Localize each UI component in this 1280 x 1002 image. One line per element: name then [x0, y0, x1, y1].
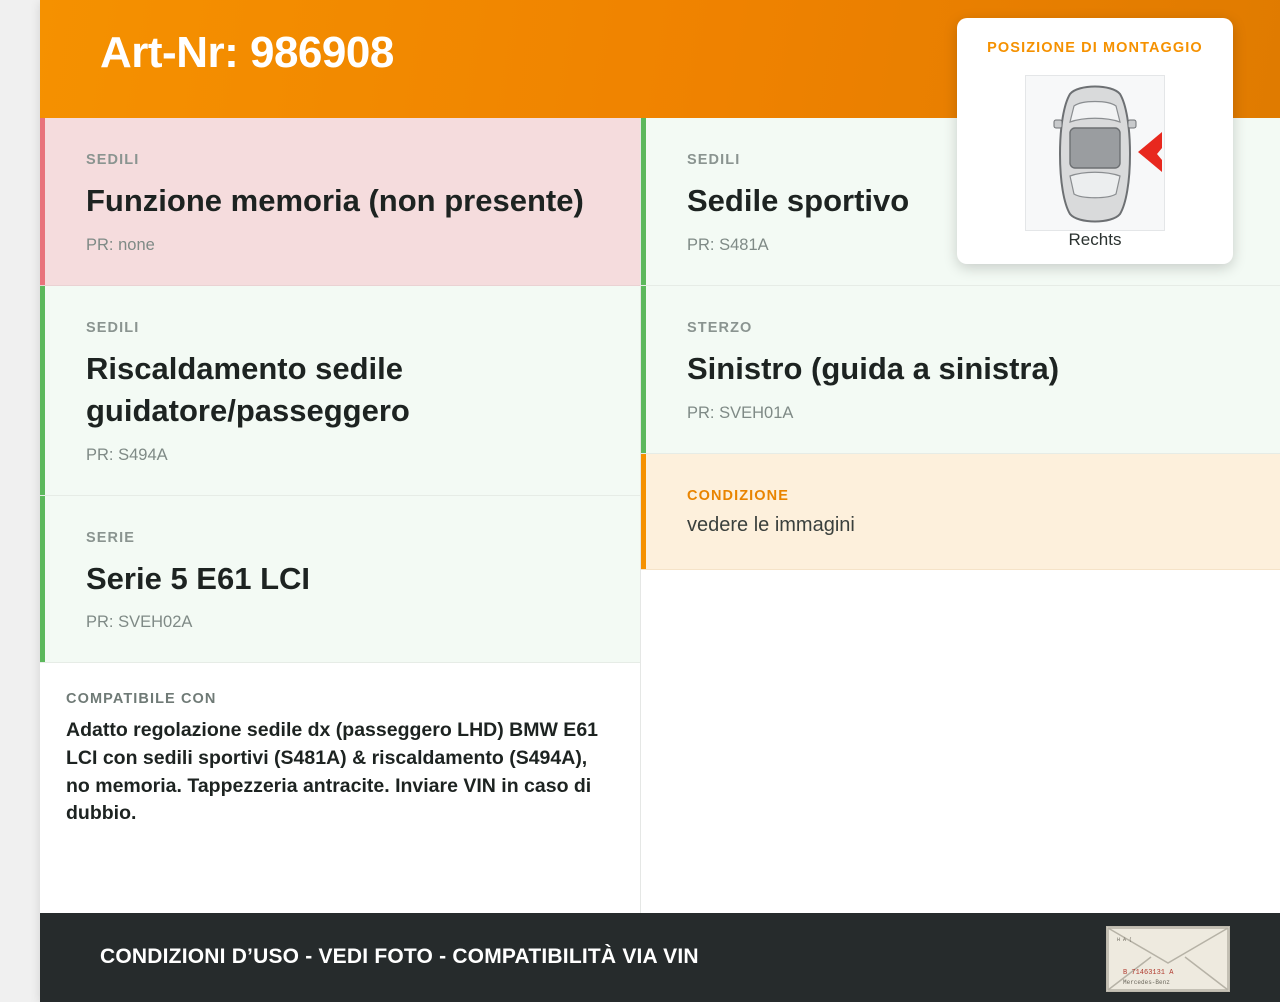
feature-pr-code: PR: none — [86, 235, 155, 254]
status-bar-indicator — [40, 496, 45, 663]
badge-line1-text: H A ( — [1117, 937, 1133, 943]
feature-category: STERZO — [687, 319, 753, 336]
compatibility-text: Adatto regolazione sedile dx (passeggero LHD) BMW E61 LCI con sedili sportivi (S481A) & riscaldamento (S494A), no memoria. Tappezzeria antracite. Inviare VIN in caso di dubbio. — [66, 719, 599, 825]
status-bar-indicator — [40, 286, 45, 495]
condition-label: CONDIZIONE — [687, 487, 790, 504]
feature-pr-code: PR: SVEH01A — [687, 403, 794, 422]
status-bar-indicator — [641, 286, 646, 453]
feature-card — [641, 286, 1280, 454]
feature-value: Serie 5 E61 LCI — [86, 560, 311, 596]
condition-value: vedere le immagini — [687, 513, 855, 536]
mounting-position-card — [957, 18, 1233, 264]
feature-value: Riscaldamento sedile guidatore/passeggero — [86, 350, 410, 428]
condition-card — [641, 454, 1280, 570]
feature-category: SEDILI — [86, 152, 140, 168]
position-arrow-icon — [1138, 132, 1162, 172]
badge-line3-text: Mercedes-Benz — [1123, 979, 1170, 986]
page-title: Art-Nr: 986908 — [100, 28, 394, 77]
left-column — [40, 118, 640, 854]
feature-pr-code: PR: SVEH02A — [86, 613, 193, 632]
feature-pr-code: PR: S494A — [86, 445, 168, 464]
envelope-svg — [1107, 927, 1229, 991]
feature-card — [40, 286, 640, 496]
feature-value: Sinistro (guida a sinistra) — [687, 350, 1060, 386]
feature-card — [40, 118, 640, 286]
car-top-view-with-arrow-icon — [1025, 75, 1165, 231]
feature-category: SEDILI — [86, 319, 140, 336]
mounting-position-caption: Rechts — [1068, 230, 1122, 249]
mounting-position-title: POSIZIONE DI MONTAGGIO — [987, 40, 1203, 56]
compatibility-label: COMPATIBILE CON — [66, 691, 217, 708]
feature-pr-code: PR: S481A — [687, 235, 769, 254]
badge-line2-text: B 71463131 A — [1123, 969, 1174, 977]
status-bar-indicator — [641, 118, 646, 285]
feature-card — [40, 496, 640, 664]
feature-value: Sedile sportivo — [687, 183, 910, 218]
info-sheet — [40, 0, 1280, 1002]
feature-category: SEDILI — [687, 152, 741, 168]
footer-note: CONDIZIONI D’USO - VEDI FOTO - COMPATIBILITÀ VIA VIN — [100, 945, 699, 968]
car-diagram-svg — [1026, 76, 1164, 230]
status-bar-indicator — [40, 118, 45, 285]
footer-bar — [40, 913, 1280, 1002]
compatibility-block — [40, 663, 640, 854]
envelope-letter-icon — [1106, 926, 1230, 992]
status-bar-indicator — [641, 454, 646, 569]
feature-category: SERIE — [86, 529, 136, 546]
feature-value: Funzione memoria (non presente) — [86, 183, 584, 218]
